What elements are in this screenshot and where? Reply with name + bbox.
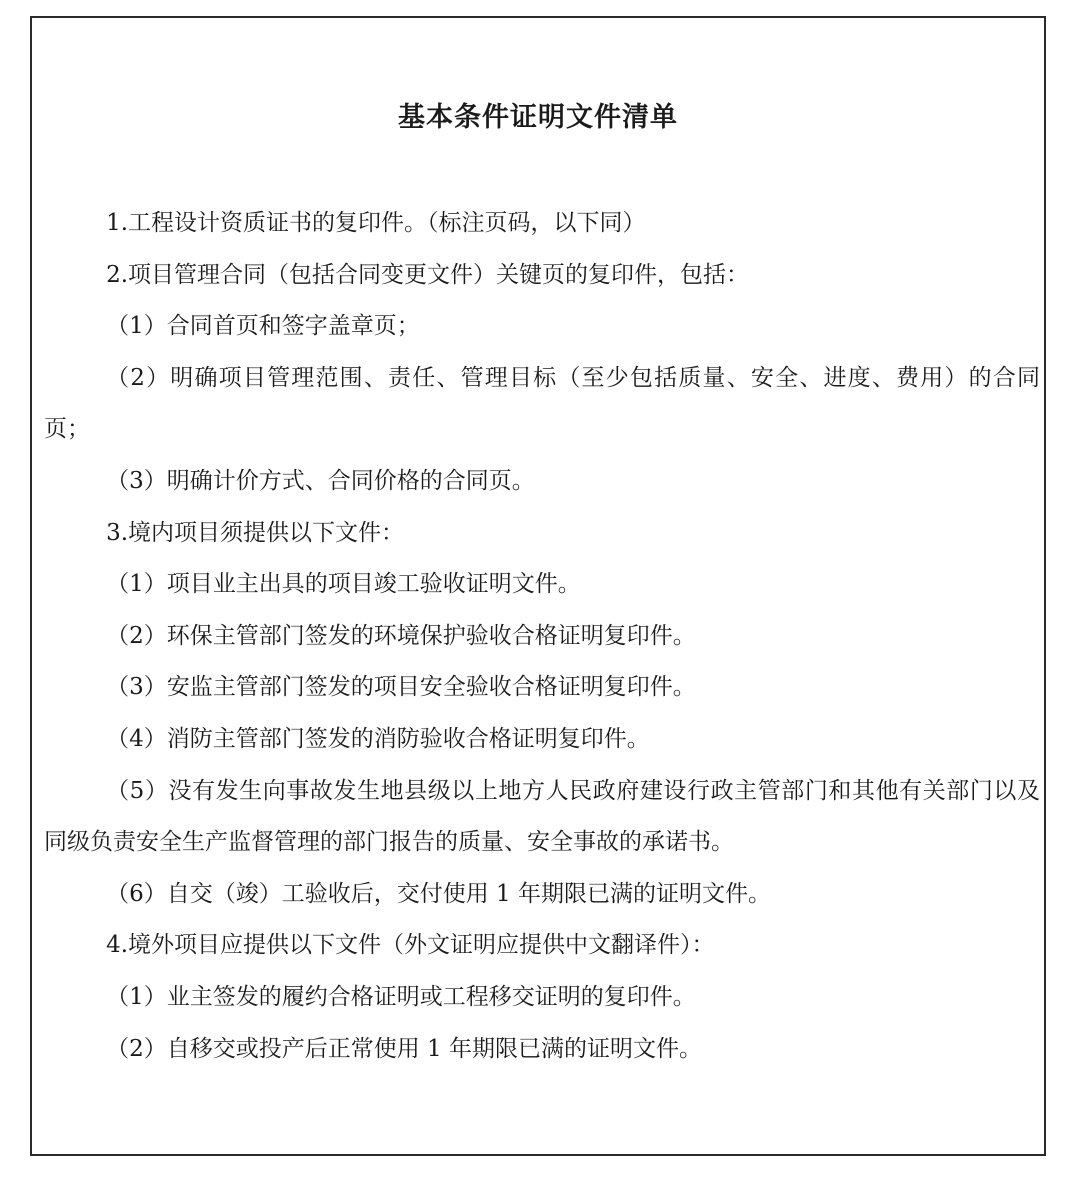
list-item-3-6: （6）自交（竣）工验收后，交付使用 1 年期限已满的证明文件。	[106, 880, 771, 907]
list-item-3-5: （5）没有发生向事故发生地县级以上地方人民政府建设行政主管部门和其他有关部门以及同级负责安全生产监督管理的部门报告的质量、安全事故的承诺书。	[44, 777, 1040, 856]
list-item-2-2: （2）明确项目管理范围、责任、管理目标（至少包括质量、安全、进度、费用）的合同页；	[44, 364, 1040, 443]
list-item-3-3: （3）安监主管部门签发的项目安全验收合格证明复印件。	[106, 674, 696, 701]
list-item-4-1: （1）业主签发的履约合格证明或工程移交证明的复印件。	[106, 983, 696, 1010]
list-item-3: 3.境内项目须提供以下文件：	[106, 519, 405, 546]
list-item-3-2: （2）环保主管部门签发的环境保护验收合格证明复印件。	[106, 622, 696, 649]
list-item-2-3: （3）明确计价方式、合同价格的合同页。	[106, 467, 535, 494]
list-item-4-2: （2）自移交或投产后正常使用 1 年期限已满的证明文件。	[106, 1035, 702, 1062]
document-title: 基本条件证明文件清单	[398, 102, 678, 133]
list-item-1: 1.工程设计资质证书的复印件。（标注页码，以下同）	[106, 210, 646, 236]
list-item-2: 2.项目管理合同（包括合同变更文件）关键页的复印件，包括：	[106, 261, 750, 288]
list-item-4: 4.境外项目应提供以下文件（外文证明应提供中文翻译件）：	[106, 932, 715, 959]
list-item-3-1: （1）项目业主出具的项目竣工验收证明文件。	[106, 571, 581, 598]
document-frame	[30, 16, 1046, 1156]
document-body	[44, 198, 1040, 1075]
list-item-3-4: （4）消防主管部门签发的消防验收合格证明复印件。	[106, 725, 650, 752]
list-item-2-1: （1）合同首页和签字盖章页；	[106, 313, 420, 340]
